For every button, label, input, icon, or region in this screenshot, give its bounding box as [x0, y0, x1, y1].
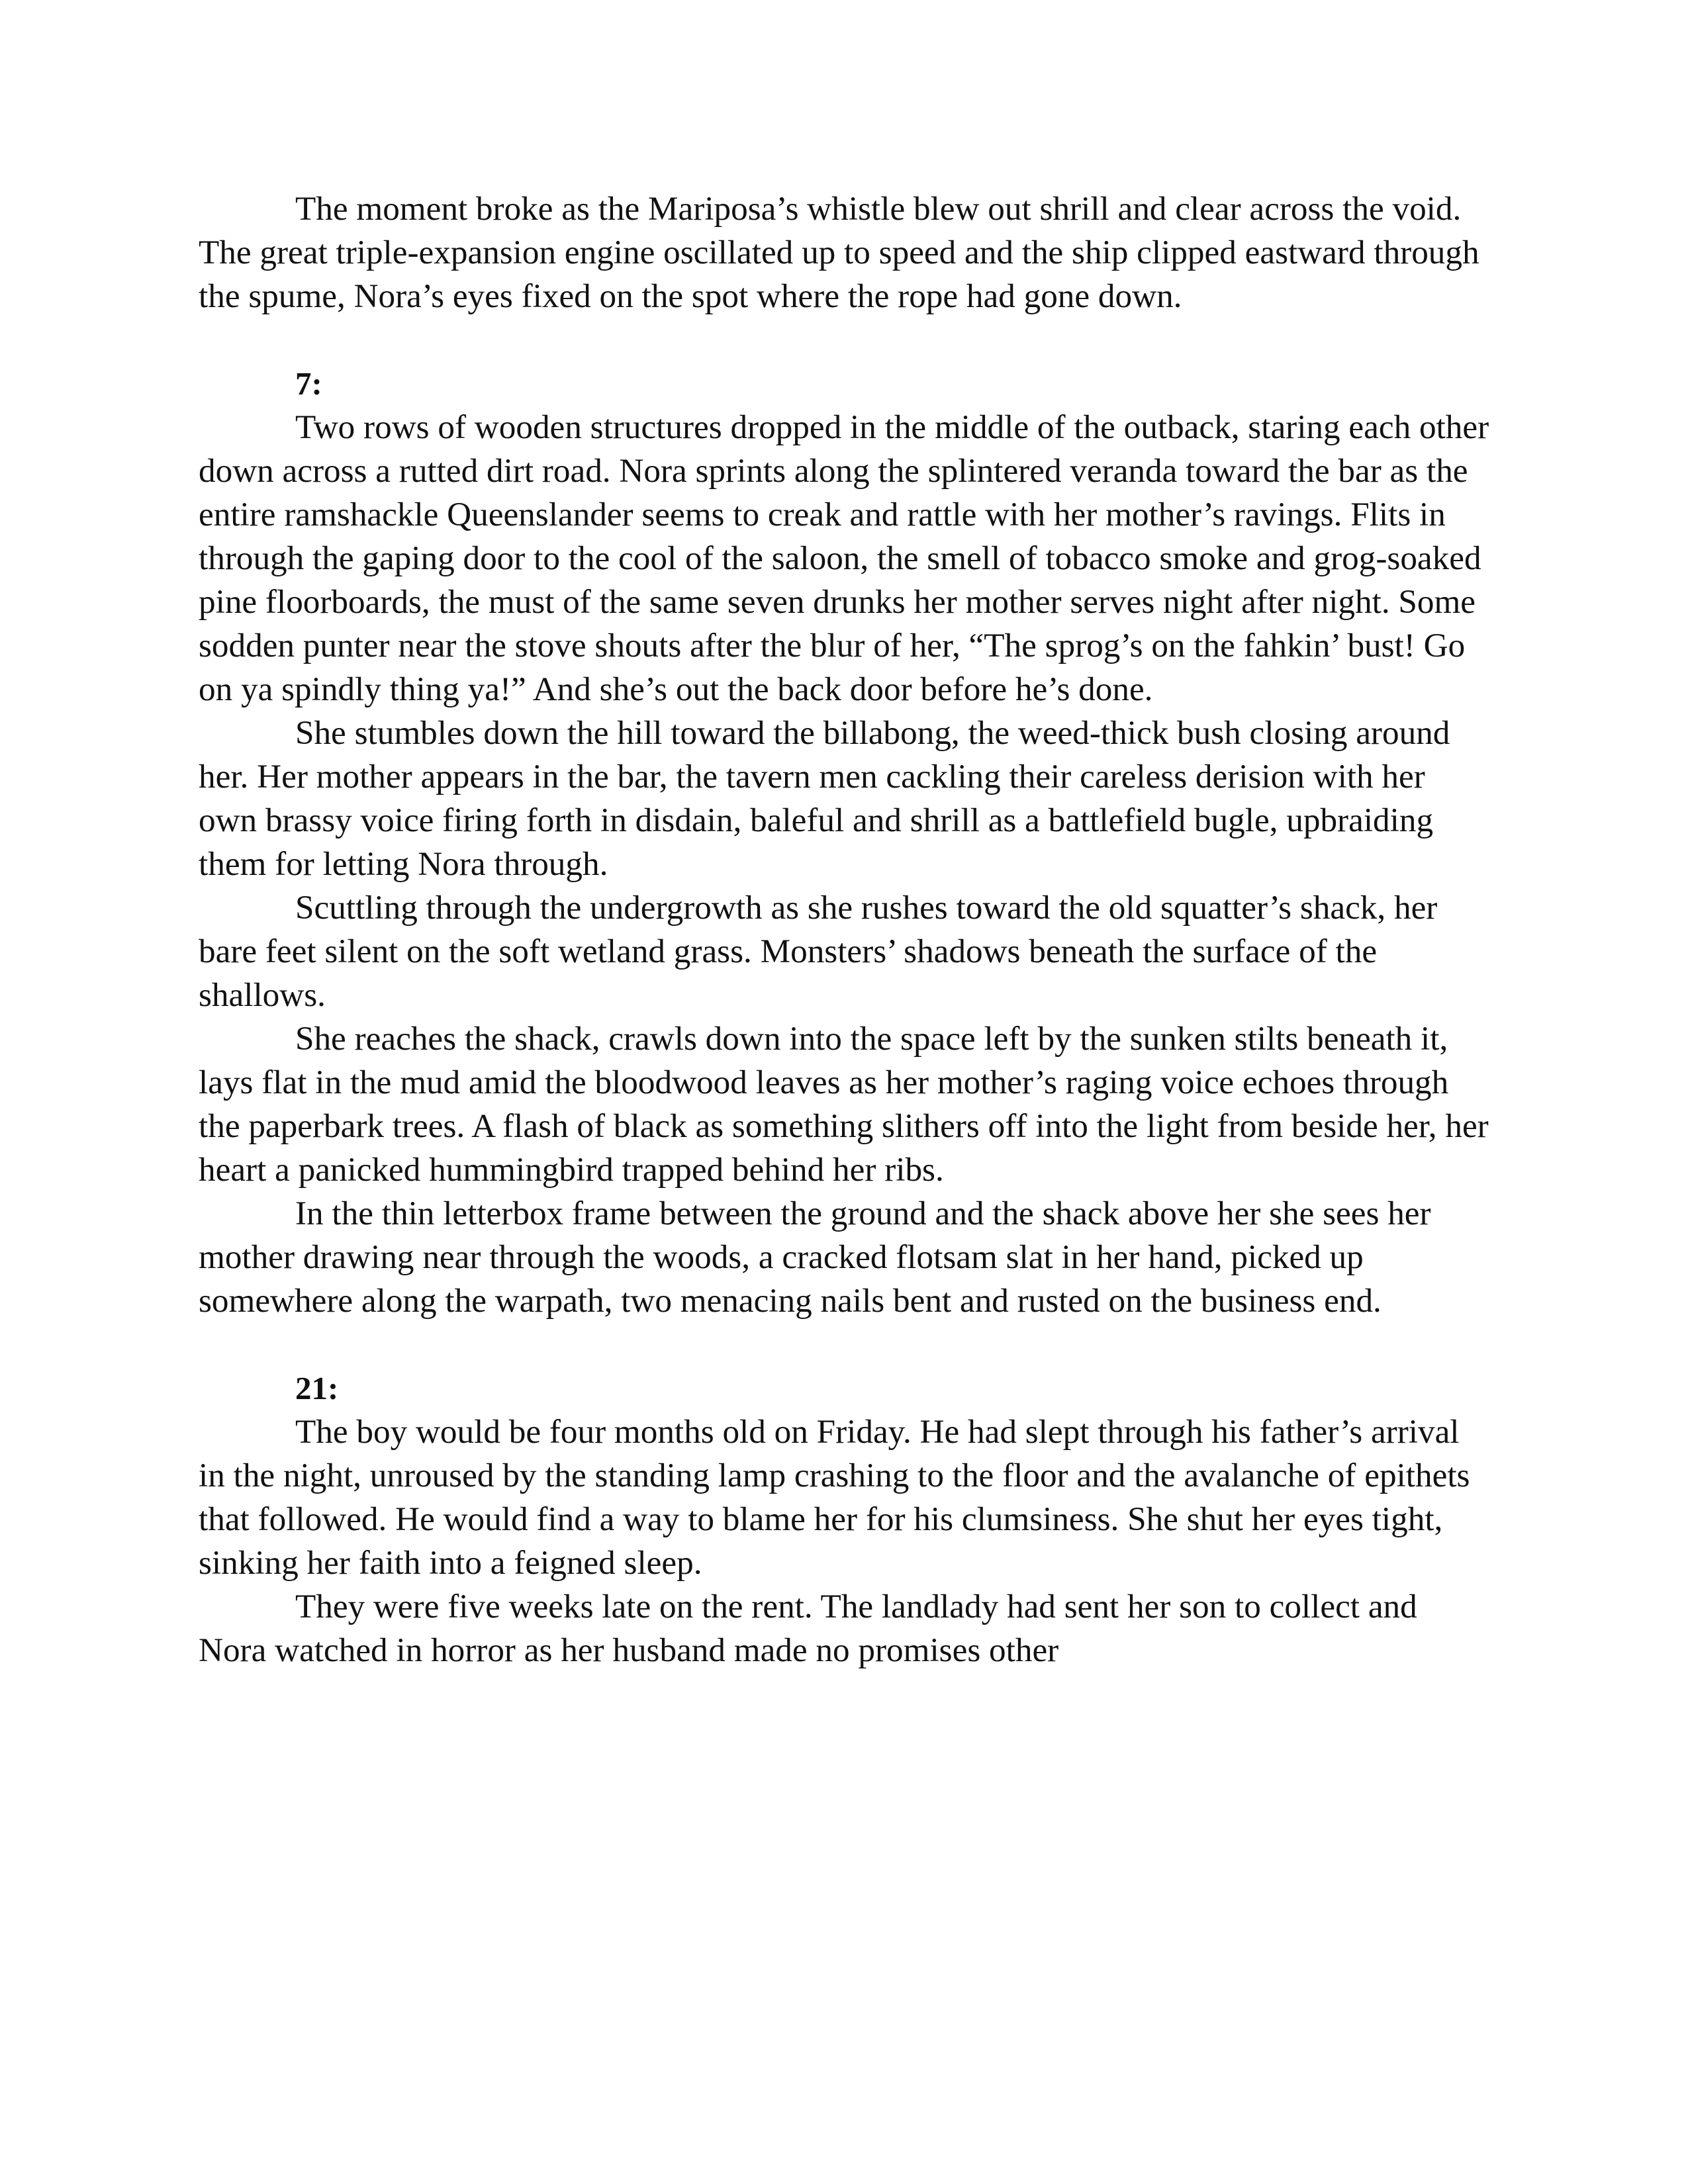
section-7-paragraph-5: In the thin letterbox frame between the ground and the shack above her she sees her mother drawing near through the woods, a cracked flotsam slat in her hand, picked up somewhere along the warpath, two menacing nails bent and rusted on the business end.	[199, 1195, 1431, 1320]
section-7-paragraph-1: Two rows of wooden structures dropped in the middle of the outback, staring each other down across a rutted dirt road. Nora sprints along the splintered veranda toward the bar as the entire ramshackle Queenslander seems to creak and rattle with her mother’s ravings. Flits in through the gaping door to the cool of the saloon, the smell of tobacco smoke and grog-soaked pine floorboards, the must of the same seven drunks her mother serves night after night. Some sodden punter near the stove shouts after the blur of her, “The sprog’s on the fahkin’ bust! Go on ya spindly thing ya!” And she’s out the back door before he’s done.	[199, 408, 1489, 708]
section-7-paragraph-4: She reaches the shack, crawls down into the space left by the sunken stilts beneath it, lays flat in the mud amid the bloodwood leaves as her mother’s raging voice echoes through the paperbark trees. A flash of black as something slithers off into the light from beside her, her heart a panicked hummingbird trapped behind her ribs.	[199, 1020, 1489, 1189]
section-21-paragraph-2: They were five weeks late on the rent. The landlady had sent her son to collect and Nora watched in horror as her husband made no promises other	[199, 1588, 1417, 1669]
section-7-paragraph-3: Scuttling through the undergrowth as she rushes toward the old squatter’s shack, her bare feet silent on the soft wetland grass. Monsters’ shadows beneath the surface of the shallows.	[199, 889, 1438, 1014]
document-page	[199, 187, 1489, 1672]
section-spacer	[199, 318, 1489, 362]
section-7-paragraph-2: She stumbles down the hill toward the billabong, the weed-thick bush closing around her. Her mother appears in the bar, the tavern men cackling their careless derision with her own brassy voice firing forth in disdain, baleful and shrill as a battlefield bugle, upbraiding them for letting Nora through.	[199, 714, 1450, 883]
section-heading-21: 21:	[295, 1370, 339, 1406]
intro-paragraph-1: The moment broke as the Mariposa’s whistle blew out shrill and clear across the void. The great triple-expansion engine oscillated up to speed and the ship clipped eastward through the spume, Nora’s eyes fixed on the spot where the rope had gone down.	[199, 190, 1479, 315]
section-spacer	[199, 1323, 1489, 1367]
section-heading-7: 7:	[295, 365, 322, 402]
section-21-paragraph-1: The boy would be four months old on Friday. He had slept through his father’s arrival in the night, unroused by the standing lamp crashing to the floor and the avalanche of epithets that followed. He would find a way to blame her for his clumsiness. She shut her eyes tight, sinking her faith into a feigned sleep.	[199, 1413, 1470, 1582]
